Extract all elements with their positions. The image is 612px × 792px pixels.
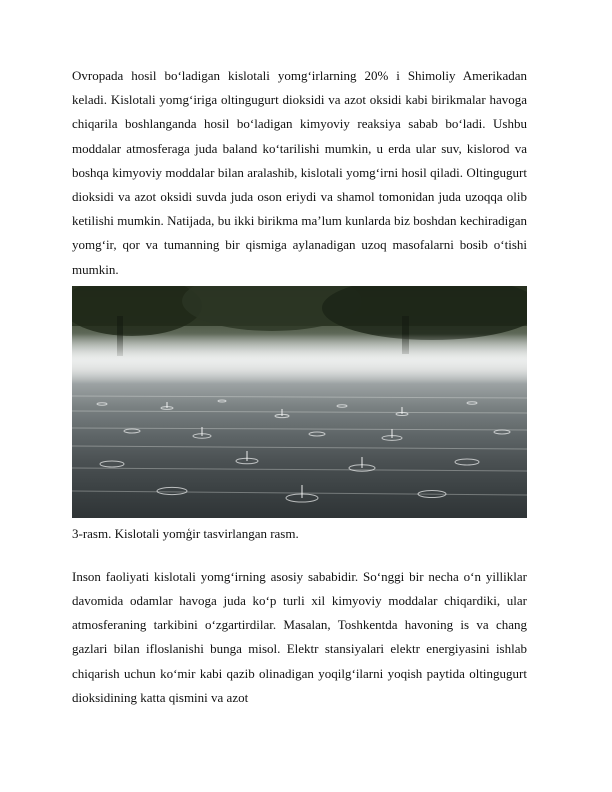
figure-caption: 3-rasm. Kislotali yomģir tasvirlangan rasm. [72,525,299,541]
paragraph-acid-rain-origin: Ovropada hosil boʻladigan kislotali yomgʻirlarning 20% i Shimoliy Amerikadan keladi. Kislotali yomgʻiriga oltingugurt dioksidi va azot oksidi kabi birikmalar havoga chiqarila boshlanganda hosil boʻladigan kimyoviy reaksiya sabab boʻladi. Ushbu moddalar atmosferaga juda baland koʻtarilishi mumkin, u erda ular suv, kislorod va boshqa kimyoviy moddalar bilan aralashib, kislotali yomgʻirni hosil qiladi. Oltingugurt dioksidi va azot oksidi suvda juda oson eriydi va shamol tomonidan juda uzoqqa olib ketilishi mumkin. Natijada, bu ikki birikma maʼlum kunlarda biz boshdan kechiradigan yomgʻir, qor va tumanning bir qismiga aylanadigan uzoq masofalarni bosib oʻtishi mumkin. [72,68,527,277]
paragraph-spacer [72,543,527,565]
rain-photo-illustration [72,286,527,518]
rain-photo [72,286,527,518]
paragraph-human-activity: Inson faoliyati kislotali yomgʻirning asosiy sababidir. Soʻnggi bir necha oʻn yilliklar davomida odamlar havoga juda koʻp turli xil kimyoviy moddalar chiqardiki, ular atmosferaning tarkibini oʻzgartirdilar. Masalan, Toshkentda havoning is va chang gazlari bilan ifloslanishi bunga misol. Elektr stansiyalari elektr energiyasini ishlab chiqarish uchun koʻmir kabi qazib olinadigan yoqilgʻilarni yoqish paytida oltingugurt dioksidining katta qismini va azot [72,568,527,705]
document-page [72,64,527,710]
